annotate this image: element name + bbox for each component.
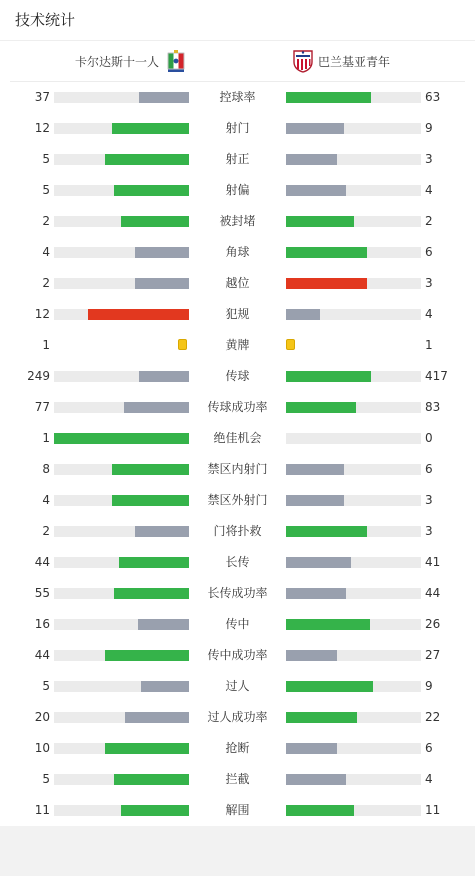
home-stat-bar [54, 402, 189, 413]
team-header [10, 41, 465, 82]
home-stat-bar [54, 526, 189, 537]
home-stat-bar [54, 743, 189, 754]
away-stat-bar-fill [286, 402, 356, 413]
away-stat-bar-fill [286, 123, 344, 134]
away-stat-bar [286, 464, 421, 475]
stat-label: 长传成功率 [207, 586, 268, 600]
away-stat-bar [286, 309, 421, 320]
away-stat-value: 4 [425, 307, 433, 321]
away-stat-bar [286, 650, 421, 661]
stat-label: 越位 [225, 276, 250, 290]
home-stat-bar [54, 371, 189, 382]
home-stat-bar-fill [114, 774, 189, 785]
home-stat-value: 5 [42, 152, 50, 166]
away-stat-bar-fill [286, 588, 346, 599]
away-stat-bar-fill [286, 619, 370, 630]
home-stat-bar [54, 805, 189, 816]
home-stat-bar-fill [121, 805, 189, 816]
away-stat-bar [286, 681, 421, 692]
home-stat-value: 1 [42, 338, 50, 352]
home-stat-bar-fill [119, 557, 189, 568]
away-stat-value: 0 [425, 431, 433, 445]
stat-row [0, 423, 475, 454]
once-caldas-crest-icon [165, 49, 187, 73]
stat-label: 被封堵 [219, 214, 256, 228]
home-stat-bar-fill [54, 433, 189, 444]
home-stat-bar [54, 464, 189, 475]
away-stat-bar-fill [286, 278, 367, 289]
home-stat-bar-fill [88, 309, 189, 320]
away-stat-bar [286, 247, 421, 258]
home-team-name: 卡尔达斯十一人 [74, 54, 159, 69]
stat-label: 传中成功率 [207, 648, 268, 662]
home-stat-value: 77 [34, 400, 50, 414]
home-stat-bar [54, 123, 189, 134]
home-stat-bar-fill [138, 619, 189, 630]
stat-label: 抢断 [225, 741, 250, 755]
away-stat-value: 1 [425, 338, 433, 352]
stat-label: 门将扑救 [213, 524, 262, 538]
away-stat-value: 6 [425, 245, 433, 259]
away-stat-bar [286, 743, 421, 754]
home-team[interactable] [75, 41, 187, 81]
away-stat-bar-fill [286, 650, 337, 661]
away-stat-bar [286, 154, 421, 165]
stat-label: 传中 [225, 617, 250, 631]
away-stat-bar [286, 278, 421, 289]
home-stat-bar [54, 774, 189, 785]
away-stat-bar-fill [286, 805, 354, 816]
home-stat-bar-fill [112, 123, 189, 134]
away-stat-bar [286, 216, 421, 227]
away-stat-bar [286, 774, 421, 785]
home-stat-bar-fill [114, 185, 189, 196]
away-stat-bar [286, 557, 421, 568]
away-stat-bar [286, 619, 421, 630]
stat-row [0, 330, 475, 361]
stat-label: 控球率 [219, 90, 256, 104]
stat-label: 过人成功率 [207, 710, 268, 724]
home-stat-bar [54, 681, 189, 692]
home-stat-value: 16 [34, 617, 50, 631]
home-stat-value: 12 [34, 121, 50, 135]
away-stat-bar [286, 526, 421, 537]
stat-row [0, 454, 475, 485]
home-stat-bar [54, 495, 189, 506]
stat-row [0, 175, 475, 206]
stat-row [0, 299, 475, 330]
stat-label: 射偏 [225, 183, 250, 197]
stat-row [0, 578, 475, 609]
home-stat-bar [54, 216, 189, 227]
stat-row [0, 733, 475, 764]
home-stat-value: 37 [34, 90, 50, 104]
away-stat-value: 3 [425, 493, 433, 507]
away-stat-value: 27 [425, 648, 441, 662]
stat-row [0, 237, 475, 268]
away-stat-value: 83 [425, 400, 441, 414]
away-stat-bar-fill [286, 371, 371, 382]
home-stat-value: 5 [42, 183, 50, 197]
home-stat-value: 2 [42, 276, 50, 290]
away-stat-bar [286, 495, 421, 506]
away-stat-bar-fill [286, 247, 367, 258]
stat-row [0, 206, 475, 237]
home-stat-bar-fill [112, 464, 189, 475]
away-stat-value: 26 [425, 617, 441, 631]
home-stat-value: 1 [42, 431, 50, 445]
stat-row [0, 82, 475, 113]
stat-label: 长传 [225, 555, 250, 569]
stat-label: 绝佳机会 [213, 431, 262, 445]
stat-row [0, 640, 475, 671]
home-stat-bar [54, 650, 189, 661]
stat-label: 犯规 [225, 307, 250, 321]
away-team-name: 巴兰基亚青年 [318, 54, 391, 69]
stat-row [0, 671, 475, 702]
stat-label: 过人 [225, 679, 250, 693]
away-stat-bar-fill [286, 774, 346, 785]
page-title: 技术统计 [0, 0, 475, 41]
away-stat-bar-fill [286, 712, 357, 723]
home-stat-value: 5 [42, 772, 50, 786]
away-stat-bar [286, 805, 421, 816]
stats-list [0, 82, 475, 826]
home-stat-bar [54, 278, 189, 289]
home-stat-value: 11 [34, 803, 50, 817]
home-stat-bar [54, 154, 189, 165]
away-stat-bar-fill [286, 495, 344, 506]
home-stat-bar-fill [139, 371, 189, 382]
home-stat-bar [54, 247, 189, 258]
away-stat-value: 63 [425, 90, 441, 104]
home-stat-value: 8 [42, 462, 50, 476]
away-stat-bar-fill [286, 464, 344, 475]
home-stat-bar-fill [112, 495, 189, 506]
home-stat-bar-fill [135, 526, 189, 537]
away-stat-bar [286, 433, 421, 444]
home-stat-bar-fill [135, 247, 189, 258]
away-stat-value: 44 [425, 586, 441, 600]
stat-label: 角球 [225, 245, 250, 259]
away-stat-value: 3 [425, 276, 433, 290]
away-stat-bar-fill [286, 557, 351, 568]
home-stat-value: 44 [34, 555, 50, 569]
home-stat-bar [54, 433, 189, 444]
away-stat-value: 6 [425, 741, 433, 755]
away-stat-value: 11 [425, 803, 441, 817]
away-stat-bar-fill [286, 154, 337, 165]
away-stat-value: 41 [425, 555, 441, 569]
stat-label: 拦截 [225, 772, 250, 786]
stat-row [0, 702, 475, 733]
junior-barranquilla-crest-icon [292, 49, 314, 73]
away-team[interactable] [292, 41, 390, 81]
stat-label: 传球成功率 [207, 400, 268, 414]
away-stat-bar [286, 371, 421, 382]
away-stat-bar-fill [286, 743, 337, 754]
home-stat-value: 249 [27, 369, 50, 383]
stat-row [0, 113, 475, 144]
stat-label: 射正 [225, 152, 250, 166]
home-stat-bar [54, 309, 189, 320]
stat-label: 射门 [225, 121, 250, 135]
away-stat-bar-fill [286, 185, 346, 196]
away-stat-bar [286, 123, 421, 134]
home-stat-bar-fill [121, 216, 189, 227]
away-stat-value: 3 [425, 152, 433, 166]
stat-label: 禁区内射门 [207, 462, 268, 476]
home-stat-bar-fill [141, 681, 189, 692]
home-stat-bar-fill [139, 92, 189, 103]
home-stat-bar [54, 712, 189, 723]
stat-row [0, 144, 475, 175]
home-stat-bar-fill [125, 712, 189, 723]
away-stat-value: 9 [425, 121, 433, 135]
stat-row [0, 764, 475, 795]
home-stat-bar-fill [105, 154, 189, 165]
away-stat-bar-fill [286, 92, 371, 103]
stat-row [0, 795, 475, 826]
away-stat-value: 417 [425, 369, 448, 383]
home-stat-value: 12 [34, 307, 50, 321]
stat-label: 禁区外射门 [207, 493, 268, 507]
home-stat-bar [54, 619, 189, 630]
home-stat-value: 2 [42, 214, 50, 228]
away-stat-bar [286, 92, 421, 103]
home-stat-bar-fill [124, 402, 189, 413]
stat-label: 解围 [225, 803, 250, 817]
home-stat-value: 20 [34, 710, 50, 724]
away-stat-value: 4 [425, 183, 433, 197]
away-stat-bar [286, 588, 421, 599]
stat-label: 传球 [225, 369, 250, 383]
home-stat-bar-fill [105, 743, 189, 754]
away-stat-value: 6 [425, 462, 433, 476]
stat-row [0, 516, 475, 547]
home-stat-value: 2 [42, 524, 50, 538]
home-stat-value: 5 [42, 679, 50, 693]
home-stat-value: 44 [34, 648, 50, 662]
stat-label: 黄牌 [225, 338, 250, 352]
stat-row [0, 485, 475, 516]
stat-row [0, 361, 475, 392]
stat-row [0, 268, 475, 299]
stat-row [0, 609, 475, 640]
yellow-card-icon [178, 339, 187, 350]
away-stat-value: 4 [425, 772, 433, 786]
home-stat-value: 55 [34, 586, 50, 600]
away-stat-bar-fill [286, 681, 373, 692]
home-stat-bar [54, 557, 189, 568]
away-stat-bar-fill [286, 526, 367, 537]
away-stat-value: 22 [425, 710, 441, 724]
home-stat-bar [54, 185, 189, 196]
yellow-card-icon [286, 339, 295, 350]
away-stat-bar [286, 185, 421, 196]
away-stat-bar-fill [286, 216, 354, 227]
away-stat-bar [286, 402, 421, 413]
away-stat-value: 3 [425, 524, 433, 538]
stat-row [0, 392, 475, 423]
stat-row [0, 547, 475, 578]
away-stat-value: 9 [425, 679, 433, 693]
home-stat-bar [54, 588, 189, 599]
home-stat-value: 4 [42, 245, 50, 259]
home-stat-bar [54, 92, 189, 103]
away-stat-bar [286, 712, 421, 723]
home-stat-bar-fill [114, 588, 189, 599]
away-stat-value: 2 [425, 214, 433, 228]
home-stat-value: 4 [42, 493, 50, 507]
away-stat-bar-fill [286, 309, 320, 320]
home-stat-value: 10 [34, 741, 50, 755]
home-stat-bar-fill [135, 278, 189, 289]
home-stat-bar-fill [105, 650, 189, 661]
